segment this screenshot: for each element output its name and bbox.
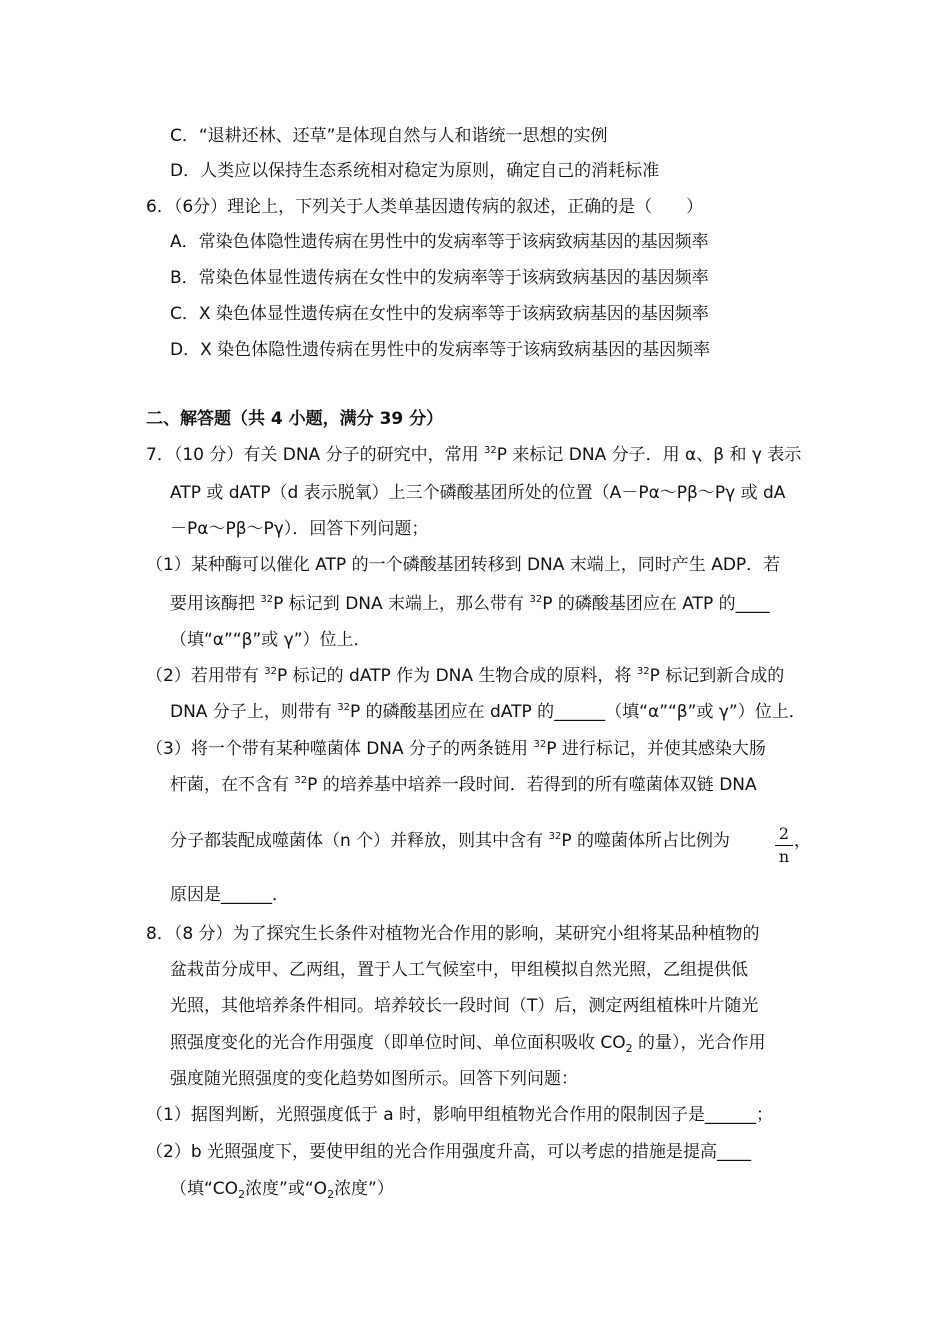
q8-line-3: 光照，其他培养条件相同。培养较长一段时间（T）后，测定两组植株叶片随光: [170, 996, 759, 1016]
q6-option-c: C．X 染色体显性遗传病在女性中的发病率等于该病致病基因的基因频率: [170, 304, 709, 324]
q6-option-d: D．X 染色体隐性遗传病在男性中的发病率等于该病致病基因的基因频率: [170, 340, 711, 360]
fraction-bar: [775, 845, 793, 846]
q7-part1-line-2: 要用该酶把 $^{32}$P 标记到 DNA 末端上，那么带有 $^{32}$P 的磷酸基团应在 ATP 的____: [170, 594, 770, 614]
q8-line-4: 照强度变化的光合作用强度（即单位时间、单位面积吸收 $CO_2$ 的量），光合作用: [170, 1033, 766, 1055]
q7-part1-line-1: （1）某种酶可以催化 ATP 的一个磷酸基团转移到 DNA 末端上，同时产生 ADP．若: [146, 555, 781, 575]
q7-part2-line-2: DNA 分子上，则带有 $^{32}$P 的磷酸基团应在 dATP 的______（填“α”“β”或 γ”）位上．: [170, 702, 806, 722]
q7-line-1: 7．（10 分）有关 DNA 分子的研究中，常用 $^{32}$P 来标记 DNA 分子．用 α、β 和 γ 表示: [146, 445, 802, 465]
q7-line-3: －Pα～Pβ～Pγ）．回答下列问题；: [170, 519, 429, 539]
q8-part2: （2）b 光照强度下，要使甲组的光合作用强度升高，可以考虑的措施是提高____: [146, 1142, 752, 1162]
q7-part3-line-2: 杆菌，在不含有 $^{32}$P 的培养基中培养一段时间．若得到的所有噬菌体双链 DNA: [170, 775, 757, 795]
q6-option-a: A．常染色体隐性遗传病在男性中的发病率等于该病致病基因的基因频率: [170, 232, 709, 252]
q8-line-5: 强度随光照强度的变化趋势如图所示。回答下列问题：: [170, 1069, 578, 1089]
q7-part3-line-3: 分子都装配成噬菌体（n 个）并释放，则其中含有 $^{32}$P 的噬菌体所占比例为: [170, 831, 730, 851]
q8-part1: （1）据图判断，光照强度低于 a 时，影响甲组植物光合作用的限制因子是______；: [146, 1105, 774, 1125]
section-2-title: 二、解答题（共 4 小题，满分 39 分）: [146, 409, 444, 429]
q7-part3-comma: ，: [794, 831, 811, 851]
q7-part3-line-1: （3）将一个带有某种噬菌体 DNA 分子的两条链用 $^{32}$P 进行标记，并使其感染大肠: [146, 739, 766, 759]
fraction-denominator: n: [778, 847, 790, 866]
fraction-2-over-n: [775, 825, 793, 866]
q5-option-c: C．“退耕还林、还草”是体现自然与人和谐统一思想的实例: [170, 126, 608, 146]
q5-option-d: D．人类应以保持生态系统相对稳定为原则，确定自己的消耗标准: [170, 161, 660, 181]
q6-stem: 6．（6分）理论上，下列关于人类单基因遗传病的叙述，正确的是（ ）: [146, 197, 704, 217]
q7-part3-line-4: 原因是______．: [170, 885, 289, 905]
q8-line-2: 盆栽苗分成甲、乙两组，置于人工气候室中，甲组模拟自然光照，乙组提供低: [170, 960, 748, 980]
q8-part2-fill-hint: （填“$CO_2$浓度”或“$O_2$浓度”）: [170, 1179, 394, 1201]
q7-line-2: ATP 或 dATP（d 表示脱氧）上三个磷酸基团所处的位置（A－Pα～Pβ～Pγ 或 dA: [170, 483, 786, 503]
q7-part1-line-3: （填“α”“β”或 γ”）位上．: [170, 630, 371, 650]
q8-line-1: 8．（8 分）为了探究生长条件对植物光合作用的影响，某研究小组将某品种植物的: [146, 924, 760, 944]
q7-part2-line-1: （2）若用带有 $^{32}$P 标记的 dATP 作为 DNA 生物合成的原料，将 $^{32}$P 标记到新合成的: [146, 666, 785, 686]
fraction-numerator: 2: [778, 824, 790, 843]
q6-option-b: B．常染色体显性遗传病在女性中的发病率等于该病致病基因的基因频率: [170, 268, 709, 288]
